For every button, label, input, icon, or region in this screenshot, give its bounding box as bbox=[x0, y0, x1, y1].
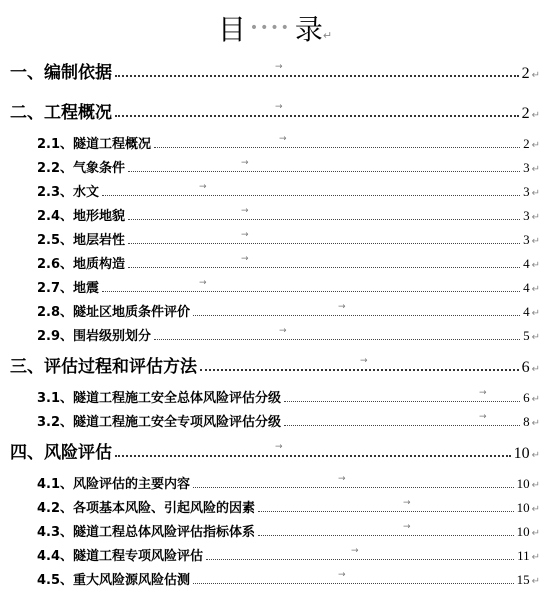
tab-mark-icon: → bbox=[241, 230, 249, 240]
toc-entry-label: 2.5、地层岩性 bbox=[37, 233, 126, 248]
dot-leader bbox=[206, 546, 514, 560]
toc-entry-label: 2.9、围岩级别划分 bbox=[37, 329, 152, 344]
dot-leader bbox=[284, 412, 520, 426]
toc-entry[interactable] bbox=[0, 387, 540, 406]
paragraph-mark-icon: ↵ bbox=[531, 308, 540, 319]
paragraph-mark-icon: ↵ bbox=[322, 29, 333, 42]
toc-title-right: 录 bbox=[294, 13, 323, 46]
toc-entry-label: 3.1、隧道工程施工安全总体风险评估分级 bbox=[37, 391, 282, 406]
dot-leader bbox=[193, 302, 520, 316]
toc-title-dots: •••• bbox=[249, 20, 291, 36]
toc-entry-page: 6 bbox=[521, 359, 530, 376]
tab-mark-icon: → bbox=[351, 546, 359, 556]
dot-leader bbox=[200, 356, 519, 371]
toc-entry[interactable] bbox=[0, 473, 540, 492]
tab-mark-icon: → bbox=[275, 62, 283, 72]
tab-mark-icon: → bbox=[479, 388, 487, 398]
toc-entry[interactable] bbox=[0, 157, 540, 176]
toc-entry-label: 四、风险评估 bbox=[10, 443, 112, 463]
dot-leader bbox=[102, 182, 520, 196]
dot-leader bbox=[154, 134, 520, 148]
dot-leader bbox=[193, 474, 514, 488]
dot-leader bbox=[193, 570, 514, 584]
toc-entry[interactable] bbox=[0, 205, 540, 224]
toc-entry-page: 4 bbox=[523, 304, 530, 319]
paragraph-mark-icon: ↵ bbox=[531, 450, 540, 461]
tab-mark-icon: → bbox=[241, 206, 249, 216]
toc-entry-label: 一、编制依据 bbox=[10, 63, 112, 83]
toc-entry-label: 三、评估过程和评估方法 bbox=[10, 357, 197, 377]
toc-entry-page: 10 bbox=[516, 500, 530, 515]
paragraph-mark-icon: ↵ bbox=[531, 188, 540, 199]
toc-entry-page: 10 bbox=[513, 445, 530, 462]
toc-title-left: 目 bbox=[217, 13, 246, 46]
toc-entry-page: 6 bbox=[523, 390, 530, 405]
toc-entry[interactable] bbox=[0, 497, 540, 516]
paragraph-mark-icon: ↵ bbox=[531, 576, 540, 587]
paragraph-mark-icon: ↵ bbox=[531, 110, 540, 121]
toc-entry-page: 10 bbox=[516, 476, 530, 491]
toc-entry[interactable] bbox=[0, 438, 540, 463]
toc-entry-page: 10 bbox=[516, 524, 530, 539]
tab-mark-icon: → bbox=[338, 302, 346, 312]
tab-mark-icon: → bbox=[241, 158, 249, 168]
dot-leader bbox=[128, 206, 520, 220]
toc-entry-page: 11 bbox=[517, 548, 530, 563]
toc-entry-page: 3 bbox=[523, 208, 530, 223]
toc-entry-label: 2.8、隧址区地质条件评价 bbox=[37, 305, 191, 320]
toc-entry-label: 2.1、隧道工程概况 bbox=[37, 137, 152, 152]
toc-entry-label: 2.3、水文 bbox=[37, 185, 100, 200]
paragraph-mark-icon: ↵ bbox=[531, 212, 540, 223]
paragraph-mark-icon: ↵ bbox=[531, 236, 540, 247]
toc-entry[interactable] bbox=[0, 277, 540, 296]
paragraph-mark-icon: ↵ bbox=[531, 364, 540, 375]
tab-mark-icon: → bbox=[479, 412, 487, 422]
toc-entry-label: 4.2、各项基本风险、引起风险的因素 bbox=[37, 501, 256, 516]
tab-mark-icon: → bbox=[199, 278, 207, 288]
toc-entry-label: 2.2、气象条件 bbox=[37, 161, 126, 176]
dot-leader bbox=[115, 62, 519, 77]
toc-entry-label: 2.7、地震 bbox=[37, 281, 100, 296]
paragraph-mark-icon: ↵ bbox=[531, 480, 540, 491]
toc-entry[interactable] bbox=[0, 569, 540, 588]
toc-entry-page: 5 bbox=[523, 328, 530, 343]
toc-entry[interactable] bbox=[0, 181, 540, 200]
toc-entry-page: 3 bbox=[523, 232, 530, 247]
toc-entry[interactable] bbox=[0, 545, 540, 564]
paragraph-mark-icon: ↵ bbox=[531, 418, 540, 429]
toc-entry[interactable] bbox=[0, 301, 540, 320]
toc-entry[interactable] bbox=[0, 411, 540, 430]
paragraph-mark-icon: ↵ bbox=[531, 394, 540, 405]
toc-entry-page: 4 bbox=[523, 280, 530, 295]
tab-mark-icon: → bbox=[279, 134, 287, 144]
paragraph-mark-icon: ↵ bbox=[531, 260, 540, 271]
paragraph-mark-icon: ↵ bbox=[531, 70, 540, 81]
toc-entry-label: 3.2、隧道工程施工安全专项风险评估分级 bbox=[37, 415, 282, 430]
dot-leader bbox=[258, 522, 514, 536]
tab-mark-icon: → bbox=[279, 326, 287, 336]
toc-entry[interactable] bbox=[0, 133, 540, 152]
paragraph-mark-icon: ↵ bbox=[531, 332, 540, 343]
tab-mark-icon: → bbox=[403, 522, 411, 532]
paragraph-mark-icon: ↵ bbox=[531, 284, 540, 295]
dot-leader bbox=[128, 254, 520, 268]
toc-entry[interactable] bbox=[0, 98, 540, 123]
tab-mark-icon: → bbox=[403, 498, 411, 508]
dot-leader bbox=[258, 498, 514, 512]
dot-leader bbox=[115, 102, 519, 117]
toc-entry-page: 4 bbox=[523, 256, 530, 271]
toc-entry[interactable] bbox=[0, 253, 540, 272]
toc-entry-label: 2.4、地形地貌 bbox=[37, 209, 126, 224]
toc-entry-label: 4.3、隧道工程总体风险评估指标体系 bbox=[37, 525, 256, 540]
toc-entry-page: 15 bbox=[516, 572, 530, 587]
tab-mark-icon: → bbox=[275, 442, 283, 452]
tab-mark-icon: → bbox=[338, 474, 346, 484]
toc-entry-page: 2 bbox=[521, 65, 530, 82]
dot-leader bbox=[128, 230, 520, 244]
toc-entry-label: 4.4、隧道工程专项风险评估 bbox=[37, 549, 204, 564]
paragraph-mark-icon: ↵ bbox=[531, 140, 540, 151]
dot-leader bbox=[284, 388, 520, 402]
toc-entry[interactable] bbox=[0, 352, 540, 377]
toc-entry[interactable] bbox=[0, 229, 540, 248]
tab-mark-icon: → bbox=[338, 570, 346, 580]
paragraph-mark-icon: ↵ bbox=[531, 164, 540, 175]
tab-mark-icon: → bbox=[241, 254, 249, 264]
toc-entry-page: 8 bbox=[523, 414, 530, 429]
tab-mark-icon: → bbox=[199, 182, 207, 192]
toc-entry[interactable] bbox=[0, 325, 540, 344]
toc-entry-label: 2.6、地质构造 bbox=[37, 257, 126, 272]
toc-entry-label: 4.5、重大风险源风险估测 bbox=[37, 573, 191, 588]
toc-entry-page: 3 bbox=[523, 184, 530, 199]
tab-mark-icon: → bbox=[275, 102, 283, 112]
toc-entry-page: 3 bbox=[523, 160, 530, 175]
toc-entry-label: 4.1、风险评估的主要内容 bbox=[37, 477, 191, 492]
tab-mark-icon: → bbox=[360, 356, 368, 366]
paragraph-mark-icon: ↵ bbox=[531, 528, 540, 539]
toc-entry-page: 2 bbox=[523, 136, 530, 151]
paragraph-mark-icon: ↵ bbox=[531, 504, 540, 515]
dot-leader bbox=[115, 442, 511, 457]
toc-entry-label: 二、工程概况 bbox=[10, 103, 112, 123]
dot-leader bbox=[128, 158, 520, 172]
dot-leader bbox=[102, 278, 520, 292]
toc-entry-page: 2 bbox=[521, 105, 530, 122]
toc-entry[interactable] bbox=[0, 521, 540, 540]
dot-leader bbox=[154, 326, 520, 340]
paragraph-mark-icon: ↵ bbox=[531, 552, 540, 563]
toc-entry[interactable] bbox=[0, 58, 540, 83]
toc-title bbox=[0, 6, 550, 50]
